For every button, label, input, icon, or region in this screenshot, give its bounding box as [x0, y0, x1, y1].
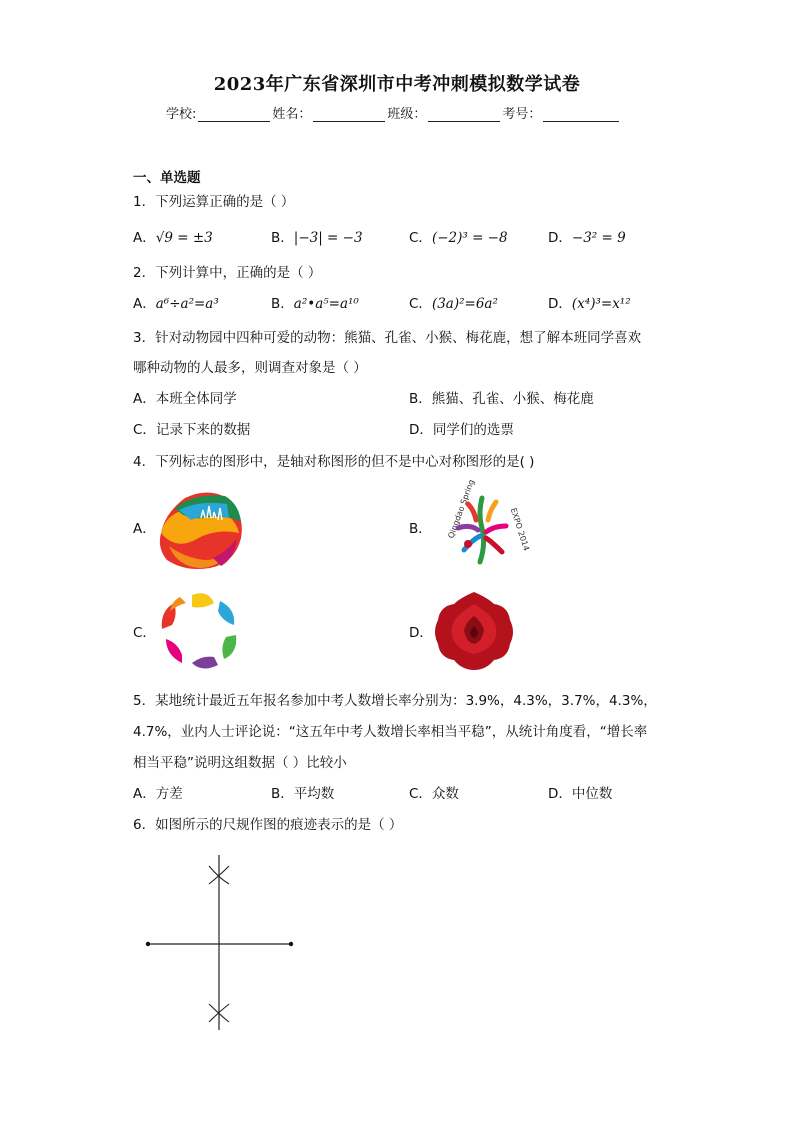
q5-option-c: C．众数	[409, 786, 459, 802]
q3-option-d: D．同学们的选票	[409, 422, 514, 438]
q2-option-c: C．(3a)²=6a²	[409, 296, 498, 312]
q6-stem: 6．如图所示的尺规作图的痕迹表示的是（ ）	[133, 817, 403, 833]
class-blank	[428, 107, 500, 122]
q4-logo-b-icon	[438, 478, 531, 572]
q5-option-d: D．中位数	[548, 786, 613, 802]
q4-stem: 4．下列标志的图形中，是轴对称图形的但不是中心对称图形的是( )	[133, 454, 535, 470]
logo-b-text-left: Qingdao Spring	[446, 478, 477, 540]
q3-option-a: A．本班全体同学	[133, 391, 237, 407]
q4-option-d-label: D．	[409, 625, 433, 641]
q4-logo-a-icon	[155, 488, 245, 572]
q2-b-math: a²•a⁵=a¹⁰	[293, 296, 359, 312]
q1-option-b: B．|−3| = −3	[271, 230, 363, 246]
q2-c-math: (3a)²=6a²	[431, 296, 498, 312]
q6-construction-figure	[140, 850, 300, 1035]
name-label: 姓名：	[272, 107, 312, 122]
q1-option-c: C．(−2)³ = −8	[409, 230, 508, 246]
student-info-line	[166, 103, 621, 122]
page-title: 2023年广东省深圳市中考冲刺模拟数学试卷	[213, 74, 581, 95]
q2-a-math: a⁶÷a²=a³	[155, 296, 219, 312]
q1-d-math: −3² = 9	[571, 230, 626, 246]
section-title: 一、单选题	[133, 170, 201, 186]
q1-a-math: √9 = ±3	[155, 230, 213, 246]
q5-option-a: A．方差	[133, 786, 183, 802]
q2-option-a: A．a⁶÷a²=a³	[133, 296, 219, 312]
q1-c-math: (−2)³ = −8	[431, 230, 508, 246]
segment-endpoint-right	[289, 942, 293, 946]
school-label: 学校:	[166, 107, 197, 122]
q2-option-b: B．a²•a⁵=a¹⁰	[271, 296, 359, 312]
school-blank	[198, 107, 270, 122]
q5-option-b: B．平均数	[271, 786, 335, 802]
q4-logo-d-icon	[432, 588, 516, 674]
q1-stem: 1．下列运算正确的是（ ）	[133, 194, 295, 210]
q4-logo-c-icon	[158, 590, 242, 672]
name-blank	[313, 107, 385, 122]
q3-stem-line2: 哪种动物的人最多，则调查对象是（ ）	[133, 360, 367, 376]
q2-d-math: (x⁴)³=x¹²	[571, 296, 631, 312]
q5-stem-line2: 4.7%，业内人士评论说：“这五年中考人数增长率相当平稳”，从统计角度看，“增长率	[133, 724, 648, 740]
class-label: 班级：	[387, 107, 427, 122]
exam-no-blank	[543, 107, 619, 122]
q1-b-math: |−3| = −3	[293, 230, 363, 246]
q4-option-c-label: C．	[133, 625, 156, 641]
q2-option-d: D．(x⁴)³=x¹²	[548, 296, 631, 312]
q1-option-d: D．−3² = 9	[548, 230, 626, 246]
logo-b-text-right: EXPO 2014	[508, 506, 531, 552]
q4-option-b-label: B．	[409, 521, 432, 537]
q1-option-a: A．√9 = ±3	[133, 230, 213, 246]
q2-stem: 2．下列计算中，正确的是（ ）	[133, 265, 322, 281]
q5-stem-line3: 相当平稳”说明这组数据（ ）比较小	[133, 755, 347, 771]
q4-option-a-label: A．	[133, 521, 156, 537]
q3-option-b: B．熊猫、孔雀、小猴、梅花鹿	[409, 391, 594, 407]
q3-stem-line1: 3．针对动物园中四种可爱的动物：熊猫、孔雀、小猴、梅花鹿，想了解本班同学喜欢	[133, 330, 642, 346]
segment-endpoint-left	[146, 942, 150, 946]
exam-no-label: 考号：	[502, 107, 542, 122]
q5-stem-line1: 5．某地统计最近五年报名参加中考人数增长率分别为：3.9%，4.3%，3.7%，4.3%，	[133, 693, 657, 709]
q3-option-c: C．记录下来的数据	[133, 422, 251, 438]
